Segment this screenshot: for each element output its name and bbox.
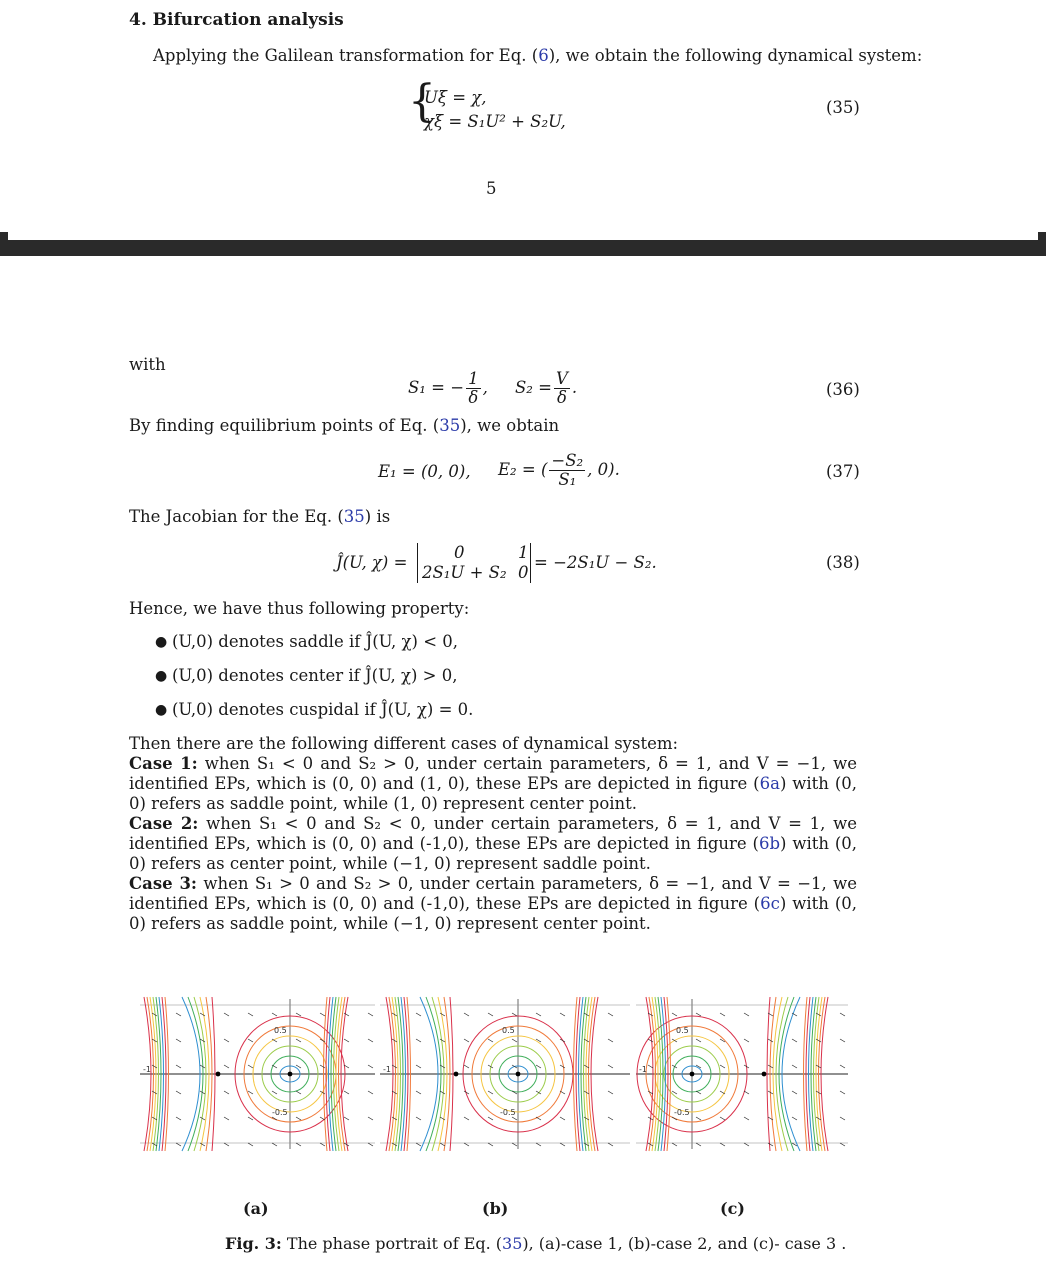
phase-portrait-a bbox=[140, 993, 375, 1155]
vector-arrow bbox=[696, 1013, 701, 1016]
vector-arrow bbox=[344, 1091, 349, 1094]
det-m21: 2S₁U + S₂ bbox=[422, 563, 507, 582]
vector-arrow bbox=[536, 1143, 541, 1146]
vector-arrow bbox=[840, 1091, 845, 1094]
vector-arrow bbox=[368, 1117, 373, 1120]
bullet-dot: ● bbox=[155, 668, 168, 684]
vector-arrow bbox=[840, 1039, 845, 1042]
vector-arrow bbox=[416, 1039, 421, 1042]
vector-arrow bbox=[560, 1143, 565, 1146]
bullet-item: (U,0) denotes cuspidal if Ĵ(U, χ) = 0. bbox=[172, 700, 474, 719]
center-equilibrium-point bbox=[516, 1072, 521, 1077]
vector-arrow bbox=[648, 1065, 653, 1068]
vector-arrow bbox=[176, 1013, 181, 1016]
vector-arrow bbox=[840, 1013, 845, 1016]
vector-arrow bbox=[248, 1065, 253, 1068]
vector-arrow bbox=[536, 1065, 541, 1068]
panel-label-b: (b) bbox=[482, 1199, 509, 1218]
vector-arrow bbox=[560, 1065, 565, 1068]
vector-arrow bbox=[248, 1013, 253, 1016]
with-label: with bbox=[129, 355, 166, 374]
vector-arrow bbox=[512, 1117, 517, 1120]
property-intro: Hence, we have thus following property: bbox=[129, 599, 470, 618]
page-separator bbox=[0, 240, 1046, 256]
vector-arrow bbox=[320, 1065, 325, 1068]
page-separator-edge bbox=[1038, 232, 1046, 240]
vector-arrow bbox=[176, 1117, 181, 1120]
vector-arrow bbox=[248, 1039, 253, 1042]
bullet-dot: ● bbox=[155, 634, 168, 650]
tick-label: 0.5 bbox=[274, 1026, 287, 1035]
vector-arrow bbox=[440, 1013, 445, 1016]
vector-arrow bbox=[744, 1013, 749, 1016]
vector-arrow bbox=[840, 1117, 845, 1120]
saddle-equilibrium-point bbox=[454, 1072, 459, 1077]
vector-arrow bbox=[608, 1065, 613, 1068]
vector-arrow bbox=[224, 1039, 229, 1042]
vector-arrow bbox=[488, 1143, 493, 1146]
eq37-number: (37) bbox=[826, 462, 860, 481]
vector-arrow bbox=[176, 1039, 181, 1042]
equilibrium-text: By finding equilibrium points of Eq. (35), we obtain bbox=[129, 416, 560, 435]
vector-arrow bbox=[744, 1117, 749, 1120]
saddle-equilibrium-point bbox=[762, 1072, 767, 1077]
vector-arrow bbox=[272, 1091, 277, 1094]
vector-arrow bbox=[464, 1039, 469, 1042]
page-number: 5 bbox=[486, 179, 497, 198]
vector-arrow bbox=[792, 1039, 797, 1042]
vector-arrow bbox=[768, 1143, 773, 1146]
vector-arrow bbox=[224, 1117, 229, 1120]
eq35-line1: Uξ = χ, bbox=[424, 88, 487, 107]
ref-fig6b[interactable]: 6b bbox=[758, 834, 781, 853]
vector-arrow bbox=[296, 1091, 301, 1094]
vector-arrow bbox=[720, 1065, 725, 1068]
vector-arrow bbox=[464, 1117, 469, 1120]
det-m12: 1 bbox=[518, 543, 529, 562]
vector-arrow bbox=[464, 1143, 469, 1146]
vector-arrow bbox=[176, 1143, 181, 1146]
eq37-e2: E₂ = ( $\frac{\text{−S₂}}{\text{S₁}}$ , 0). bbox=[498, 451, 620, 489]
vector-arrow bbox=[840, 1143, 845, 1146]
bullet-item: (U,0) denotes saddle if Ĵ(U, χ) < 0, bbox=[172, 632, 459, 651]
vector-arrow bbox=[792, 1117, 797, 1120]
eq36-s2: S₂ = $\frac{V}{\delta}$ . bbox=[515, 369, 578, 407]
eq38-lhs: Ĵ(U, χ) = bbox=[336, 553, 408, 572]
vector-arrow bbox=[176, 1065, 181, 1068]
vector-arrow bbox=[272, 1143, 277, 1146]
center-equilibrium-point bbox=[288, 1072, 293, 1077]
vector-arrow bbox=[296, 1117, 301, 1120]
vector-arrow bbox=[672, 1091, 677, 1094]
vector-arrow bbox=[296, 1143, 301, 1146]
vector-arrow bbox=[720, 1013, 725, 1016]
vector-arrow bbox=[248, 1117, 253, 1120]
vector-arrow bbox=[608, 1013, 613, 1016]
tick-label: -0.5 bbox=[500, 1108, 516, 1117]
vector-arrow bbox=[696, 1143, 701, 1146]
eq37-e1: E₁ = (0, 0), bbox=[378, 462, 471, 481]
vector-arrow bbox=[296, 1039, 301, 1042]
page-separator-edge bbox=[0, 232, 8, 240]
vector-arrow bbox=[416, 1117, 421, 1120]
jacobian-determinant bbox=[417, 543, 531, 583]
vector-arrow bbox=[512, 1039, 517, 1042]
vector-arrow bbox=[224, 1065, 229, 1068]
bullet-dot: ● bbox=[155, 702, 168, 718]
vector-arrow bbox=[672, 1143, 677, 1146]
vector-arrow bbox=[320, 1143, 325, 1146]
vector-arrow bbox=[296, 1013, 301, 1016]
vector-arrow bbox=[320, 1013, 325, 1016]
section-title: 4. Bifurcation analysis bbox=[129, 10, 344, 30]
vector-arrow bbox=[224, 1091, 229, 1094]
vector-arrow bbox=[696, 1039, 701, 1042]
ref-fig6a[interactable]: 6a bbox=[759, 774, 780, 793]
vector-arrow bbox=[608, 1039, 613, 1042]
vector-arrow bbox=[440, 1143, 445, 1146]
system-brace: { bbox=[408, 76, 436, 127]
page-top bbox=[0, 0, 1046, 240]
det-m11: 0 bbox=[454, 543, 465, 562]
eq36-number: (36) bbox=[826, 380, 860, 399]
ref-fig6c[interactable]: 6c bbox=[760, 894, 780, 913]
vector-arrow bbox=[344, 1117, 349, 1120]
vector-arrow bbox=[224, 1013, 229, 1016]
intro-text: Applying the Galilean transformation for Eq. (6), we obtain the following dynamical system: bbox=[153, 46, 923, 65]
vector-arrow bbox=[248, 1091, 253, 1094]
vector-arrow bbox=[512, 1013, 517, 1016]
eq38-number: (38) bbox=[826, 553, 860, 572]
vector-arrow bbox=[248, 1143, 253, 1146]
vector-arrow bbox=[560, 1013, 565, 1016]
ref-eq35[interactable]: 35 bbox=[439, 416, 461, 435]
vector-arrow bbox=[416, 1065, 421, 1068]
vector-arrow bbox=[224, 1143, 229, 1146]
center-equilibrium-point bbox=[690, 1072, 695, 1077]
vector-arrow bbox=[416, 1013, 421, 1016]
phase-portrait-c bbox=[636, 993, 848, 1155]
vector-arrow bbox=[608, 1091, 613, 1094]
case-2-paragraph: Case 2: when S₁ < 0 and S₂ < 0, under certain parameters, δ = 1, and V = 1, we identified EPs, which is (0, 0) and (-1,0), these EPs are depicted in figure (6b) with (0, 0) refers as center point, while (−1, 0) represent saddle point. bbox=[129, 814, 858, 873]
det-m22: 0 bbox=[518, 563, 529, 582]
tick-label: -1 bbox=[383, 1065, 391, 1074]
ref-eq35[interactable]: 35 bbox=[343, 507, 365, 526]
vector-arrow bbox=[344, 1039, 349, 1042]
vector-arrow bbox=[464, 1013, 469, 1016]
vector-arrow bbox=[744, 1039, 749, 1042]
eq35-number: (35) bbox=[826, 98, 860, 117]
vector-arrow bbox=[672, 1117, 677, 1120]
jacobian-text: The Jacobian for the Eq. (35) is bbox=[129, 507, 391, 526]
panel-label-a: (a) bbox=[243, 1199, 269, 1218]
ref-eq6[interactable]: 6 bbox=[538, 46, 549, 65]
tick-label: -0.5 bbox=[674, 1108, 690, 1117]
cases-intro: Then there are the following different cases of dynamical system: bbox=[129, 734, 679, 753]
bullet-item: (U,0) denotes center if Ĵ(U, χ) > 0, bbox=[172, 666, 458, 685]
vector-arrow bbox=[560, 1117, 565, 1120]
vector-arrow bbox=[696, 1117, 701, 1120]
ref-eq35[interactable]: 35 bbox=[502, 1234, 523, 1253]
vector-arrow bbox=[440, 1039, 445, 1042]
vector-arrow bbox=[792, 1065, 797, 1068]
vector-arrow bbox=[512, 1143, 517, 1146]
case-1-paragraph: Case 1: when S₁ < 0 and S₂ > 0, under certain parameters, δ = 1, and V = −1, we identified EPs, which is (0, 0) and (1, 0), these EPs are depicted in figure (6a) with (0, 0) refers as saddle point, while (1, 0) represent center point. bbox=[129, 754, 857, 813]
tick-label: -0.5 bbox=[272, 1108, 288, 1117]
vector-arrow bbox=[368, 1091, 373, 1094]
vector-arrow bbox=[672, 1013, 677, 1016]
panel-label-c: (c) bbox=[720, 1199, 745, 1218]
vector-arrow bbox=[488, 1039, 493, 1042]
vector-arrow bbox=[368, 1065, 373, 1068]
vector-arrow bbox=[368, 1143, 373, 1146]
vector-arrow bbox=[416, 1143, 421, 1146]
vector-arrow bbox=[368, 1013, 373, 1016]
vector-arrow bbox=[720, 1143, 725, 1146]
tick-label: 0.5 bbox=[502, 1026, 515, 1035]
vector-arrow bbox=[200, 1013, 205, 1016]
vector-arrow bbox=[272, 1013, 277, 1016]
vector-arrow bbox=[840, 1065, 845, 1068]
vector-arrow bbox=[488, 1091, 493, 1094]
eq36-s1: S₁ = − $\frac{1}{\delta}$ , bbox=[408, 369, 488, 407]
case-3-paragraph: Case 3: when S₁ > 0 and S₂ > 0, under certain parameters, δ = −1, and V = −1, we identified EPs, which is (0, 0) and (-1,0), these EPs are depicted in figure (6c) with (0, 0) refers as saddle point, while (−1, 0) represent center point. bbox=[129, 874, 857, 933]
vector-arrow bbox=[368, 1039, 373, 1042]
tick-label: -1 bbox=[639, 1065, 647, 1074]
vector-arrow bbox=[416, 1091, 421, 1094]
eq35-line2: χξ = S₁U² + S₂U, bbox=[424, 112, 566, 131]
vector-arrow bbox=[488, 1117, 493, 1120]
eq38-rhs: = −2S₁U − S₂. bbox=[534, 553, 657, 572]
vector-arrow bbox=[768, 1039, 773, 1042]
vector-arrow bbox=[720, 1117, 725, 1120]
vector-arrow bbox=[648, 1039, 653, 1042]
vector-arrow bbox=[176, 1091, 181, 1094]
tick-label: 0.5 bbox=[676, 1026, 689, 1035]
vector-arrow bbox=[536, 1013, 541, 1016]
vector-arrow bbox=[464, 1065, 469, 1068]
vector-arrow bbox=[608, 1117, 613, 1120]
vector-arrow bbox=[488, 1013, 493, 1016]
phase-portrait-b bbox=[380, 993, 630, 1155]
saddle-equilibrium-point bbox=[216, 1072, 221, 1077]
figure-caption: Fig. 3: The phase portrait of Eq. (35), (a)-case 1, (b)-case 2, and (c)- case 3 . bbox=[225, 1234, 847, 1253]
vector-arrow bbox=[744, 1143, 749, 1146]
vector-arrow bbox=[440, 1091, 445, 1094]
tick-label: -1 bbox=[143, 1065, 151, 1074]
vector-arrow bbox=[608, 1143, 613, 1146]
vector-arrow bbox=[792, 1091, 797, 1094]
